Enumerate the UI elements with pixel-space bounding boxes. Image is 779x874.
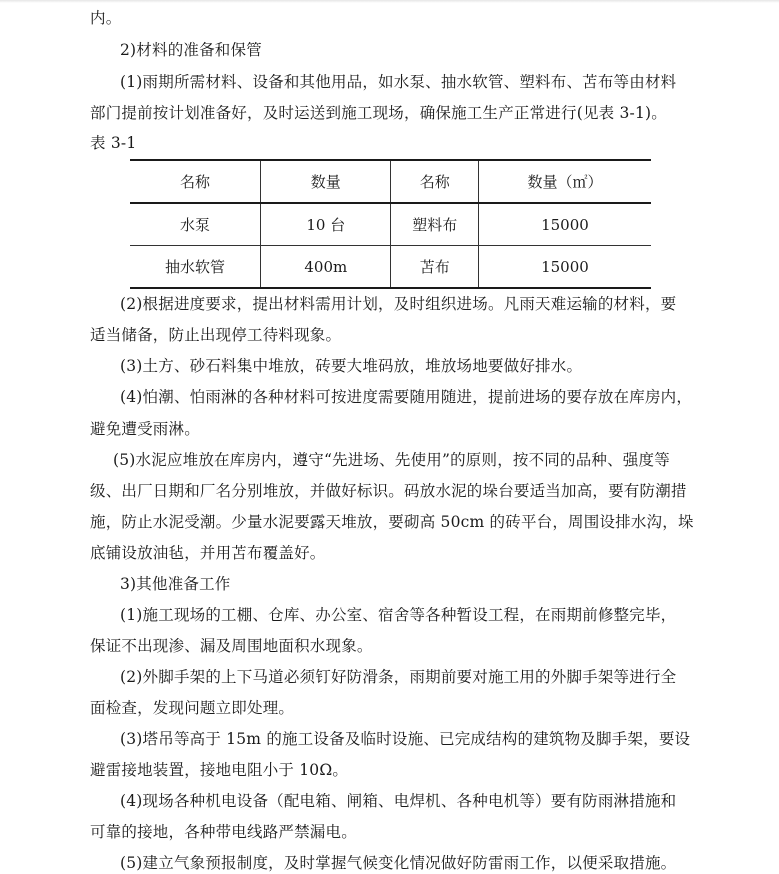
paragraph-line: 可靠的接地，各种带电线路严禁漏电。	[90, 823, 357, 841]
paragraph-line: 保证不出现渗、漏及周围地面积水现象。	[90, 637, 373, 655]
paragraph-line: (3)塔吊等高于 15m 的施工设备及临时设施、已完成结构的建筑物及脚手架，要设	[120, 730, 691, 748]
table-cell: 苫布	[391, 246, 478, 289]
paragraph-line: (4)现场各种机电设备（配电箱、闸箱、电焊机、各种电机等）要有防雨淋措施和	[120, 792, 677, 810]
table-cell: 15000	[478, 203, 651, 246]
paragraph-line: (1)施工现场的工棚、仓库、办公室、宿舍等各种暂设工程，在雨期前修整完毕，	[120, 606, 677, 624]
section-heading-other-prep: 3)其他准备工作	[120, 575, 231, 593]
table-header-cell: 名称	[130, 160, 261, 203]
table-cell: 10 台	[261, 203, 391, 246]
table-caption: 表 3-1	[90, 134, 137, 152]
paragraph-line: 避雷接地装置，接地电阻小于 10Ω。	[90, 761, 349, 779]
table-header-cell: 名称	[391, 160, 478, 203]
paragraph-line: 部门提前按计划准备好，及时运送到施工现场，确保施工生产正常进行(见表 3-1)。	[90, 104, 667, 122]
paragraph-line: 避免遭受雨淋。	[90, 420, 200, 438]
table-row	[130, 246, 651, 289]
paragraph-line: 施，防止水泥受潮。少量水泥要露天堆放，要砌高 50cm 的砖平台，周围设排水沟，垛	[90, 513, 694, 531]
paragraph-continuation: 内。	[90, 9, 122, 27]
table-row	[130, 203, 651, 246]
table-cell: 400m	[261, 246, 391, 289]
page-top-edge	[0, 0, 779, 3]
table-cell: 抽水软管	[130, 246, 261, 289]
table-header-row	[130, 160, 651, 203]
paragraph-line: (2)外脚手架的上下马道必须钉好防滑条，雨期前要对施工用的外脚手架等进行全	[120, 668, 677, 686]
paragraph-line: (5)建立气象预报制度，及时掌握气候变化情况做好防雷雨工作，以便采取措施。	[120, 854, 677, 872]
materials-table	[130, 159, 651, 289]
table-cell: 15000	[478, 246, 651, 289]
table-cell: 塑料布	[391, 203, 478, 246]
paragraph-line: 级、出厂日期和厂名分别堆放，并做好标识。码放水泥的垛台要适当加高，要有防潮措	[90, 482, 687, 500]
paragraph-line: 面检查，发现问题立即处理。	[90, 699, 295, 717]
table-header-cell: 数量（㎡）	[478, 160, 651, 203]
paragraph-line: (4)怕潮、怕雨淋的各种材料可按进度需要随用随进，提前进场的要存放在库房内，	[120, 388, 693, 406]
paragraph-line: 底铺设放油毡，并用苫布覆盖好。	[90, 544, 326, 562]
paragraph-line: 适当储备，防止出现停工待料现象。	[90, 326, 342, 344]
table-header-cell: 数量	[261, 160, 391, 203]
table-cell: 水泵	[130, 203, 261, 246]
paragraph-line: (1)雨期所需材料、设备和其他用品，如水泵、抽水软管、塑料布、苫布等由材料	[120, 73, 677, 91]
section-heading-materials: 2)材料的准备和保管	[120, 41, 262, 59]
paragraph-line: (2)根据进度要求，提出材料需用计划，及时组织进场。凡雨天难运输的材料，要	[120, 295, 677, 313]
paragraph-line: (3)土方、砂石料集中堆放，砖要大堆码放，堆放场地要做好排水。	[120, 357, 583, 375]
paragraph-line: (5)水泥应堆放在库房内，遵守“先进场、先使用”的原则，按不同的品种、强度等	[113, 451, 670, 469]
